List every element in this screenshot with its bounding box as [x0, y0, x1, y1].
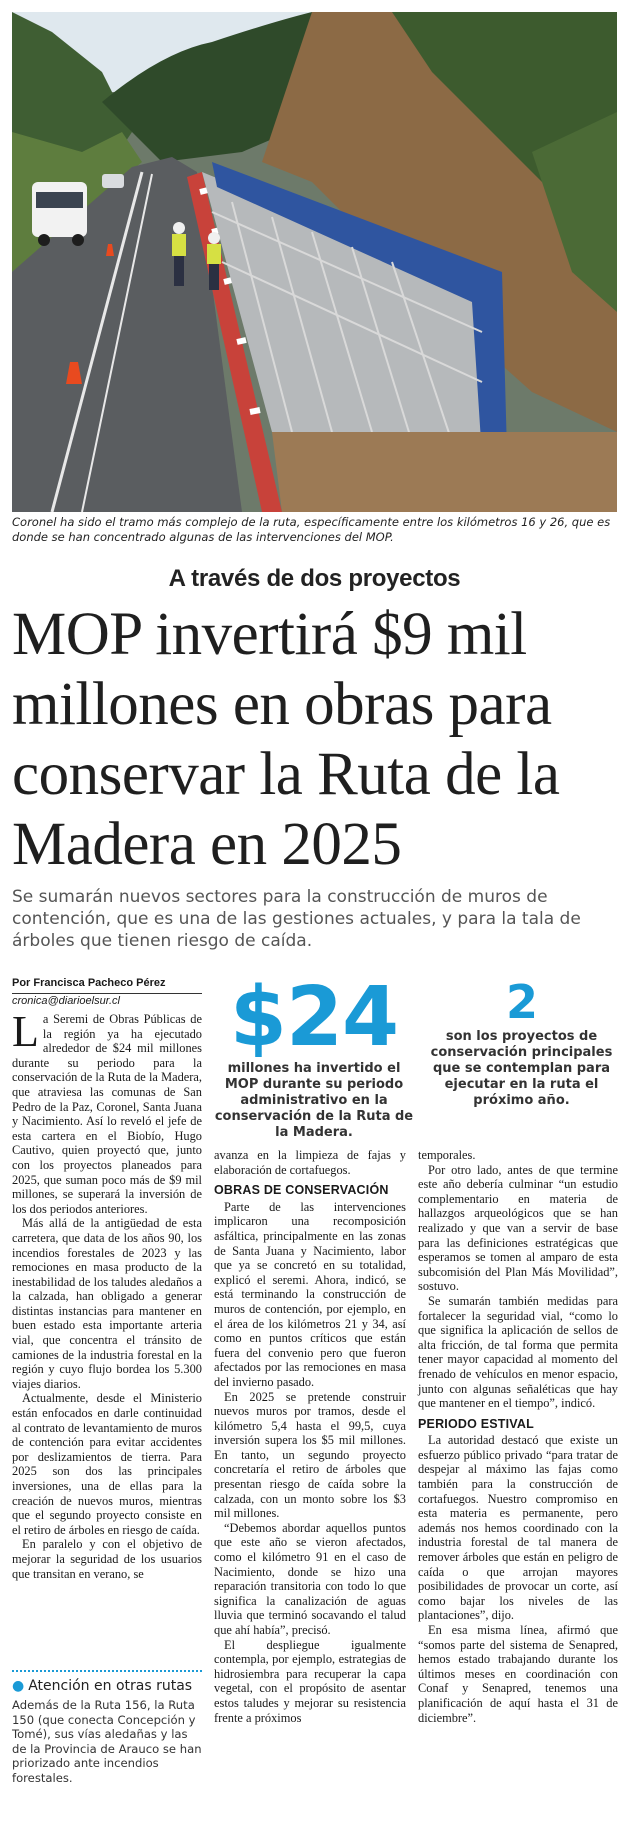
photo-caption: Coronel ha sido el tramo más complejo de la ruta, específicamente entre los kilómetros 16 y 26, que es donde se han concentrado algunas de las intervenciones del MOP.: [12, 515, 611, 544]
paragraph: Se sumarán también medidas para fortalecer la seguridad vial, “como lo que significa la aplicación de sellos de alta fricción, de tal forma que permita tener mayor capacidad al momento del frenado de vehículos en menor espacio, junto con algunas señaléticas que hay que mantener en el tiempo”, indicó.: [418, 1293, 618, 1411]
bullet-icon: ●: [12, 1678, 25, 1694]
paragraph: La Seremi de Obras Públicas de la región ya ha ejecutado alrededor de $24 mil millones durante su periodo para la conservación de la Ruta de la Madera, que atraviesa las comunas de San Pedro de la Paz, Coronel, Santa Juana y Nacimiento. Así lo reveló el jefe de esta cartera en el Biobío, Hugo Cautivo, quien proyectó que, junto con los proyectos planeados para 2025, que suman poco más de $9 mil millones, se superará la inversión de los dos periodos anteriores.: [12, 1007, 202, 1216]
section-heading-obras: OBRAS DE CONSERVACIÓN: [214, 1183, 389, 1198]
section-heading-periodo: PERIODO ESTIVAL: [418, 1416, 534, 1431]
sidebar-box: [12, 1670, 202, 1785]
sidebar-divider: [12, 1670, 202, 1672]
road-construction-photo: [12, 12, 617, 512]
paragraph: Parte de las intervenciones implicaron una recomposición asfáltica, principalmente en las zonas de Santa Juana y Nacimiento, labor que ya se concretó en su totalidad, explicó el seremi. Ahora, indicó, se está terminando la construcción de muros de contención, por ejemplo, en el área de los kilómetros 21 y 34, así como en puntos críticos que están fuera del convenio pero que fueron afectados por las remociones en masa del invierno pasado.: [214, 1199, 406, 1389]
headline: MOP invertirá $9 mil millones en obras para conservar la Ruta de la Madera en 2025: [12, 601, 560, 878]
paragraph: Más allá de la antigüedad de esta carretera, que data de los años 90, los incendios forestales de 2023 y las remociones en masa producto de la inestabilidad de los taludes aledaños a la calzada, han obligado a generar distintas instancias para mantener en buen estado esta importante arteria vial, que concentra el tránsito de camiones de la industria forestal en la región y cuyo flujo bordea los 5.300 viajes diarios.: [12, 1216, 202, 1391]
article-photo: [12, 12, 617, 512]
kicker: A través de dos proyectos: [168, 565, 461, 592]
paragraph: Actualmente, desde el Ministerio están enfocados en darle continuidad al contrato de levantamiento de muros de contención para evitar accidentes por deslizamientos de tierra. Para 2025 son dos las principales inversiones, una de ellas para la creación de nuevos muros, mientras que el segundo proyecto consiste en el retiro de árboles en riesgo de caída.: [12, 1391, 202, 1537]
sidebar-body: Además de la Ruta 156, la Ruta 150 (que conecta Concepción y Tomé), sus vías aledañas y las de la Provincia de Arauco se han priorizado ante incendios forestales.: [12, 1698, 202, 1785]
stat-projects-text: son los proyectos de conservación principales que se contemplan para ejecutar en la ruta el próximo año.: [430, 1029, 613, 1108]
stat-projects-number: 2: [505, 975, 537, 1029]
sidebar-title: ● Atención en otras rutas: [12, 1678, 193, 1694]
paragraph: temporales.: [418, 1148, 476, 1162]
paragraph: En paralelo y con el objetivo de mejorar la seguridad de los usuarios que transitan en verano, se: [12, 1537, 202, 1581]
paragraph: avanza en la limpieza de fajas y elaboración de cortafuegos.: [214, 1148, 406, 1177]
stat-investment-text: millones ha invertido el MOP durante su periodo administrativo en la conservación de la Ruta de la Madera.: [214, 1061, 414, 1140]
paragraph: En esa misma línea, afirmó que “somos parte del sistema de Senapred, hemos estado trabajando durante los últimos meses en coordinación con Conaf y Senapred, tenemos una planificación de aquí hasta el 31 de diciembre”.: [418, 1623, 618, 1725]
drop-cap: L: [12, 1007, 39, 1056]
stat-investment: [214, 970, 414, 1141]
byline-author: Por Francisca Pacheco Pérez: [12, 976, 202, 994]
byline: [12, 976, 202, 1009]
paragraph: El despliegue igualmente contempla, por ejemplo, estrategias de hidrosiembra para recuperar la capa vegetal, con el propósito de asentar estos taludes y mejorar su resistencia frente a próximos: [214, 1637, 406, 1725]
paragraph: “Debemos abordar aquellos puntos que este año se vieron afectados, como el kilómetro 91 en el caso de Nacimiento, donde se hizo una reparación transitoria con todo lo que significa la canalización de aguas lluvia que terminó socavando el talud que ahí había”, precisó.: [214, 1520, 406, 1637]
article-column-1: [12, 1007, 202, 1581]
stat-projects: [424, 975, 619, 1109]
stat-investment-number: $24: [229, 970, 399, 1065]
dek-subtitle: Se sumarán nuevos sectores para la construcción de muros de contención, que es una de las gestiones actuales, y para la tala de árboles que tienen riesgo de caída.: [12, 887, 581, 951]
byline-email[interactable]: cronica@diarioelsur.cl: [12, 995, 120, 1007]
paragraph: Por otro lado, antes de que termine este año debería culminar “un estudio complementario en materia de hallazgos arqueológicos que se han realizado y que van a servir de base para las definiciones estratégicas que esperamos se tomen al amparo de esta subcomisión del Plan Más Movilidad”, sostuvo.: [418, 1162, 618, 1294]
paragraph: En 2025 se pretende construir nuevos muros por tramos, desde el kilómetro 5,4 hasta el 99,5, cuya inversión supera los $5 mil millones. En tanto, un segundo proyecto concretaría el retiro de árboles que presentan riesgo de caída sobre la calzada, con un monto sobre los $3 mil millones.: [214, 1389, 406, 1521]
paragraph: La autoridad destacó que existe un esfuerzo público privado “para tratar de despejar al máximo las fajas como también para la construcción de cortafuegos. Nuestro compromiso en esta materia es permanente, pero además nos hemos coordinado con la industria forestal de tal manera de remover árboles que están en peligro de caída o que arrojan mayores posibilidades de provocar un corte, así como bajar los niveles de las plantaciones”, dijo.: [418, 1433, 618, 1623]
article-column-3: [418, 1148, 618, 1725]
article-column-2: [214, 1148, 406, 1725]
